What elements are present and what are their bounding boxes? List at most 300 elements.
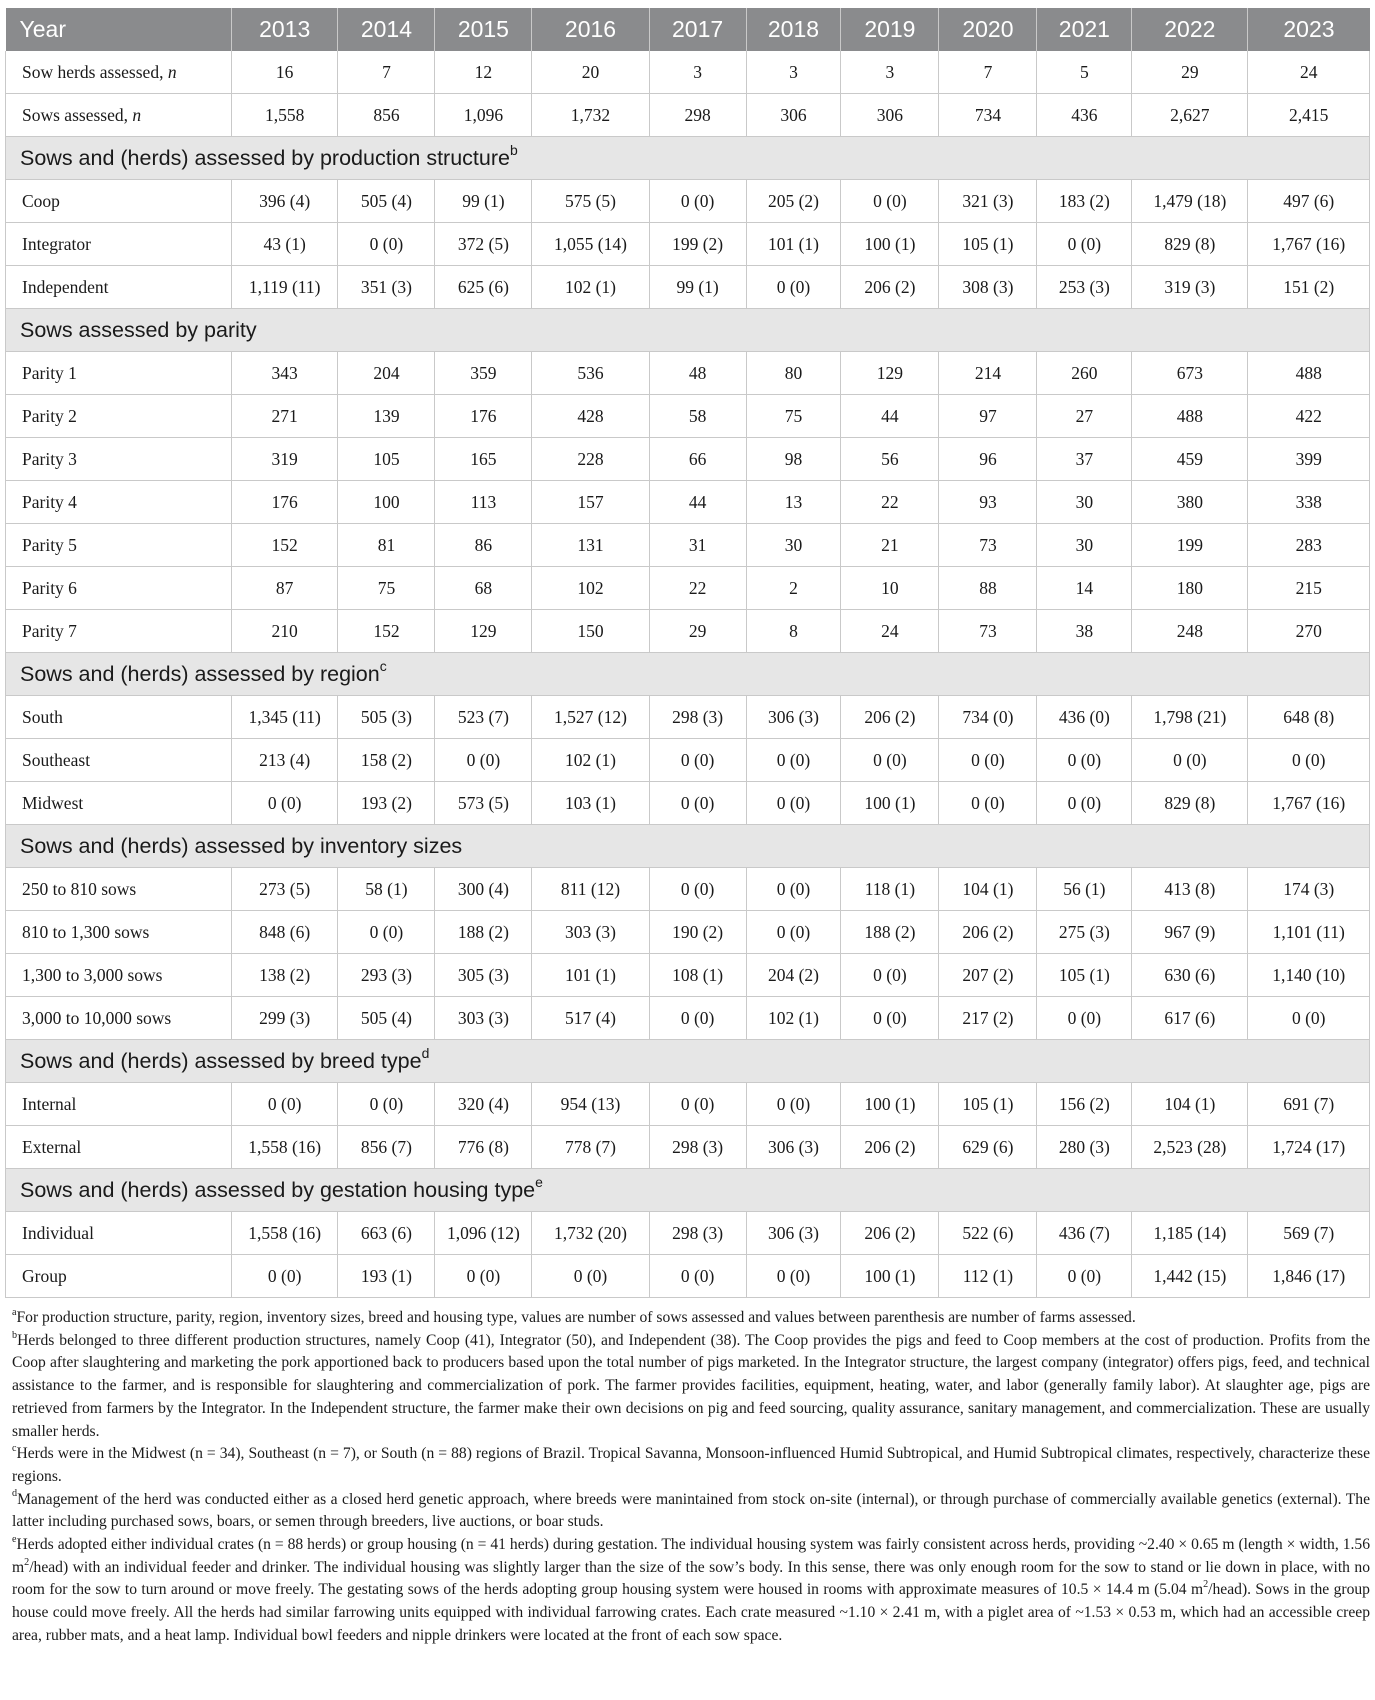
cell: 1,479 (18)	[1132, 180, 1248, 223]
cell: 2	[746, 567, 841, 610]
cell: 253 (3)	[1037, 266, 1132, 309]
cell: 505 (4)	[338, 997, 435, 1040]
cell: 359	[435, 352, 532, 395]
cell: 228	[532, 438, 649, 481]
cell: 1,185 (14)	[1132, 1212, 1248, 1255]
cell: 217 (2)	[939, 997, 1037, 1040]
table-row-sow-herds	[6, 51, 1370, 94]
footnote-marker: b	[509, 141, 518, 158]
cell: 86	[435, 524, 532, 567]
cell: 298 (3)	[649, 1212, 746, 1255]
cell: 523 (7)	[435, 696, 532, 739]
cell: 0 (0)	[649, 782, 746, 825]
cell: 0 (0)	[649, 868, 746, 911]
cell: 0 (0)	[746, 1083, 841, 1126]
cell: 298 (3)	[649, 1126, 746, 1169]
cell: 97	[939, 395, 1037, 438]
cell: 102 (1)	[532, 266, 649, 309]
cell: 210	[231, 610, 338, 653]
cell: 3	[649, 51, 746, 94]
cell: 663 (6)	[338, 1212, 435, 1255]
cell: 436 (7)	[1037, 1212, 1132, 1255]
cell: 5	[1037, 51, 1132, 94]
header-row	[6, 8, 1370, 51]
cell: 102 (1)	[746, 997, 841, 1040]
row-label: Sow herds assessed, n	[6, 51, 232, 94]
cell: 630 (6)	[1132, 954, 1248, 997]
cell: 1,767 (16)	[1248, 223, 1370, 266]
cell: 303 (3)	[532, 911, 649, 954]
cell: 2,523 (28)	[1132, 1126, 1248, 1169]
table-row-sows	[6, 94, 1370, 137]
cell: 505 (3)	[338, 696, 435, 739]
cell: 30	[1037, 524, 1132, 567]
cell: 43 (1)	[231, 223, 338, 266]
cell: 1,345 (11)	[231, 696, 338, 739]
section-title	[6, 825, 1370, 868]
cell: 188 (2)	[435, 911, 532, 954]
cell: 536	[532, 352, 649, 395]
header-year: 2019	[841, 8, 939, 51]
cell: 488	[1132, 395, 1248, 438]
cell: 1,442 (15)	[1132, 1255, 1248, 1298]
cell: 829 (8)	[1132, 782, 1248, 825]
cell: 100 (1)	[841, 223, 939, 266]
table-row	[6, 180, 1370, 223]
cell: 954 (13)	[532, 1083, 649, 1126]
cell: 625 (6)	[435, 266, 532, 309]
row-label: Parity 1	[6, 352, 232, 395]
cell: 0 (0)	[231, 1083, 338, 1126]
cell: 12	[435, 51, 532, 94]
section-header-row	[6, 1169, 1370, 1212]
footnote-marker: c	[379, 657, 387, 674]
cell: 20	[532, 51, 649, 94]
cell: 56	[841, 438, 939, 481]
cell: 0 (0)	[1037, 1255, 1132, 1298]
cell: 351 (3)	[338, 266, 435, 309]
cell: 0 (0)	[841, 997, 939, 1040]
cell: 30	[1037, 481, 1132, 524]
cell: 0 (0)	[746, 266, 841, 309]
cell: 214	[939, 352, 1037, 395]
header-year: 2023	[1248, 8, 1370, 51]
cell: 207 (2)	[939, 954, 1037, 997]
cell: 0 (0)	[435, 1255, 532, 1298]
cell: 100 (1)	[841, 1083, 939, 1126]
cell: 734 (0)	[939, 696, 1037, 739]
section-title-text: Sows and (herds) assessed by inventory sizes	[20, 833, 463, 858]
table-row	[6, 352, 1370, 395]
cell: 0 (0)	[231, 782, 338, 825]
cell: 138 (2)	[231, 954, 338, 997]
row-label: Parity 3	[6, 438, 232, 481]
cell: 0 (0)	[649, 1083, 746, 1126]
section-title	[6, 137, 1370, 180]
cell: 497 (6)	[1248, 180, 1370, 223]
cell: 280 (3)	[1037, 1126, 1132, 1169]
cell: 103 (1)	[532, 782, 649, 825]
cell: 104 (1)	[939, 868, 1037, 911]
cell: 180	[1132, 567, 1248, 610]
cell: 0 (0)	[649, 180, 746, 223]
cell: 157	[532, 481, 649, 524]
row-label: Parity 5	[6, 524, 232, 567]
cell: 96	[939, 438, 1037, 481]
cell: 617 (6)	[1132, 997, 1248, 1040]
cell: 102 (1)	[532, 739, 649, 782]
cell: 305 (3)	[435, 954, 532, 997]
cell: 308 (3)	[939, 266, 1037, 309]
cell: 158 (2)	[338, 739, 435, 782]
table-row	[6, 1212, 1370, 1255]
cell: 1,724 (17)	[1248, 1126, 1370, 1169]
cell: 275 (3)	[1037, 911, 1132, 954]
cell: 101 (1)	[746, 223, 841, 266]
cell: 829 (8)	[1132, 223, 1248, 266]
table-body	[6, 51, 1370, 1298]
cell: 488	[1248, 352, 1370, 395]
cell: 522 (6)	[939, 1212, 1037, 1255]
cell: 338	[1248, 481, 1370, 524]
cell: 306	[746, 94, 841, 137]
cell: 199 (2)	[649, 223, 746, 266]
cell: 206 (2)	[841, 696, 939, 739]
cell: 0 (0)	[435, 739, 532, 782]
cell: 1,732 (20)	[532, 1212, 649, 1255]
cell: 105	[338, 438, 435, 481]
cell: 199	[1132, 524, 1248, 567]
cell: 2,415	[1248, 94, 1370, 137]
cell: 856 (7)	[338, 1126, 435, 1169]
table-row	[6, 1255, 1370, 1298]
cell: 283	[1248, 524, 1370, 567]
cell: 150	[532, 610, 649, 653]
row-label: 1,300 to 3,000 sows	[6, 954, 232, 997]
cell: 0 (0)	[746, 868, 841, 911]
section-header-row	[6, 137, 1370, 180]
section-header-row	[6, 309, 1370, 352]
cell: 629 (6)	[939, 1126, 1037, 1169]
cell: 93	[939, 481, 1037, 524]
cell: 0 (0)	[746, 782, 841, 825]
cell: 0 (0)	[841, 954, 939, 997]
cell: 88	[939, 567, 1037, 610]
table-row	[6, 782, 1370, 825]
cell: 0 (0)	[338, 223, 435, 266]
cell: 319	[231, 438, 338, 481]
cell: 206 (2)	[841, 1212, 939, 1255]
cell: 0 (0)	[649, 997, 746, 1040]
cell: 80	[746, 352, 841, 395]
row-label: Integrator	[6, 223, 232, 266]
cell: 0 (0)	[939, 782, 1037, 825]
cell: 1,732	[532, 94, 649, 137]
row-label: Parity 7	[6, 610, 232, 653]
row-label: Parity 4	[6, 481, 232, 524]
cell: 152	[338, 610, 435, 653]
header-year: 2021	[1037, 8, 1132, 51]
cell: 1,558 (16)	[231, 1126, 338, 1169]
section-title-text: Sows assessed by parity	[20, 317, 257, 342]
cell: 24	[841, 610, 939, 653]
cell: 174 (3)	[1248, 868, 1370, 911]
cell: 165	[435, 438, 532, 481]
cell: 856	[338, 94, 435, 137]
cell: 176	[231, 481, 338, 524]
cell: 100 (1)	[841, 1255, 939, 1298]
table-row	[6, 610, 1370, 653]
footnote-e: $^e$Herds adopted either individual crates (n = 88 herds) or group housing (n = 41 herds) during gestation. The individual housing system was fairly consistent across herds, providing ~2.40 × 0.65 m (length × width, 1.56 $m^2/head$) with an individual feeder and drinker. The individual housing was slightly larger than the size of the sow’s body. In this sense, there was only enough room for the sow to stand or lie down in place, with no room for the sow to turn around or move freely. The gestating sows of the herds adopting group housing system were housed in rooms with approximate measures of 10.5 × 14.4 m (5.04 $m^2/head$). Sows in the group house could move freely. All the herds had similar farrowing units equipped with individual farrowing crates. Each crate measured ~1.10 × 2.41 m, with a piglet area of ~1.53 × 0.53 m, which had an accessible creep area, rubber mats, and a heat lamp. Individual bowl feeders and nipple drinkers were located at the front of each sow space.	[12, 1533, 1370, 1644]
cell: 193 (2)	[338, 782, 435, 825]
header-year: 2014	[338, 8, 435, 51]
cell: 293 (3)	[338, 954, 435, 997]
cell: 0 (0)	[231, 1255, 338, 1298]
cell: 190 (2)	[649, 911, 746, 954]
cell: 101 (1)	[532, 954, 649, 997]
cell: 113	[435, 481, 532, 524]
cell: 436	[1037, 94, 1132, 137]
cell: 691 (7)	[1248, 1083, 1370, 1126]
cell: 105 (1)	[939, 1083, 1037, 1126]
cell: 81	[338, 524, 435, 567]
cell: 413 (8)	[1132, 868, 1248, 911]
cell: 260	[1037, 352, 1132, 395]
cell: 48	[649, 352, 746, 395]
footnote-marker: d	[421, 1044, 430, 1061]
row-label: Southeast	[6, 739, 232, 782]
cell: 58 (1)	[338, 868, 435, 911]
cell: 0 (0)	[746, 739, 841, 782]
cell: 183 (2)	[1037, 180, 1132, 223]
header-year: 2016	[532, 8, 649, 51]
cell: 0 (0)	[1037, 223, 1132, 266]
table-row	[6, 739, 1370, 782]
cell: 306 (3)	[746, 1126, 841, 1169]
section-title-text: Sows and (herds) assessed by breed type	[20, 1048, 422, 1073]
header-year: 2017	[649, 8, 746, 51]
cell: 0 (0)	[338, 1083, 435, 1126]
cell: 0 (0)	[649, 739, 746, 782]
cell: 422	[1248, 395, 1370, 438]
cell: 0 (0)	[746, 1255, 841, 1298]
section-header-row	[6, 1040, 1370, 1083]
cell: 569 (7)	[1248, 1212, 1370, 1255]
footnote-d: $^d$Management of the herd was conducted either as a closed herd genetic approach, where breeds were manintained from stock on-site (internal), or through purchase of commercially available genetics (external). The latter including purchased sows, boars, or semen through breeders, live auctions, or boar studs.	[12, 1488, 1370, 1531]
cell: 320 (4)	[435, 1083, 532, 1126]
cell: 213 (4)	[231, 739, 338, 782]
cell: 129	[435, 610, 532, 653]
row-label: External	[6, 1126, 232, 1169]
cell: 75	[338, 567, 435, 610]
cell: 98	[746, 438, 841, 481]
cell: 100	[338, 481, 435, 524]
table-row	[6, 438, 1370, 481]
cell: 319 (3)	[1132, 266, 1248, 309]
cell: 3	[746, 51, 841, 94]
cell: 44	[649, 481, 746, 524]
cell: 343	[231, 352, 338, 395]
cell: 29	[649, 610, 746, 653]
cell: 505 (4)	[338, 180, 435, 223]
cell: 811 (12)	[532, 868, 649, 911]
row-label: Parity 2	[6, 395, 232, 438]
cell: 156 (2)	[1037, 1083, 1132, 1126]
cell: 298	[649, 94, 746, 137]
header-year: 2013	[231, 8, 338, 51]
cell: 396 (4)	[231, 180, 338, 223]
row-label: Internal	[6, 1083, 232, 1126]
row-label: Independent	[6, 266, 232, 309]
cell: 848 (6)	[231, 911, 338, 954]
table-row	[6, 868, 1370, 911]
table-row	[6, 954, 1370, 997]
cell: 734	[939, 94, 1037, 137]
header-year: 2018	[746, 8, 841, 51]
cell: 56 (1)	[1037, 868, 1132, 911]
section-title	[6, 1040, 1370, 1083]
cell: 0 (0)	[1037, 739, 1132, 782]
cell: 204	[338, 352, 435, 395]
cell: 22	[841, 481, 939, 524]
cell: 75	[746, 395, 841, 438]
cell: 105 (1)	[1037, 954, 1132, 997]
table-row	[6, 567, 1370, 610]
cell: 99 (1)	[649, 266, 746, 309]
cell: 0 (0)	[746, 911, 841, 954]
cell: 436 (0)	[1037, 696, 1132, 739]
footnote-b: $^b$Herds belonged to three different production structures, namely Coop (41), Integrator (50), and Independent (38). The Coop provides the pigs and feed to Coop members at the cost of production. Profits from the Coop after slaughtering and marketing the pork apportioned back to producers based upon the total number of pigs marketed. In the Integrator structure, the largest company (integrator) offers pigs, feed, and technical assistance to the farmer, and is responsible for slaughtering and commercialization of pork. The farmer provides facilities, equipment, heating, water, and labor (generally family labor). At slaughter age, pigs are retrieved from farmers by the Integrator. In the Independent structure, the farmer make their own decisions on pig and feed sourcing, quality assurance, sanitary management, and commercialization. These are usually smaller herds.	[12, 1329, 1370, 1440]
cell: 1,101 (11)	[1248, 911, 1370, 954]
data-table	[5, 8, 1370, 1298]
row-label: Individual	[6, 1212, 232, 1255]
cell: 3	[841, 51, 939, 94]
cell: 44	[841, 395, 939, 438]
cell: 30	[746, 524, 841, 567]
cell: 306 (3)	[746, 696, 841, 739]
table-row	[6, 223, 1370, 266]
cell: 118 (1)	[841, 868, 939, 911]
cell: 206 (2)	[939, 911, 1037, 954]
table-row	[6, 911, 1370, 954]
cell: 38	[1037, 610, 1132, 653]
cell: 1,055 (14)	[532, 223, 649, 266]
row-label: South	[6, 696, 232, 739]
cell: 459	[1132, 438, 1248, 481]
cell: 0 (0)	[532, 1255, 649, 1298]
section-title-text: Sows and (herds) assessed by region	[20, 661, 380, 686]
cell: 206 (2)	[841, 266, 939, 309]
cell: 206 (2)	[841, 1126, 939, 1169]
cell: 399	[1248, 438, 1370, 481]
cell: 380	[1132, 481, 1248, 524]
cell: 0 (0)	[841, 180, 939, 223]
row-label: Sows assessed, n	[6, 94, 232, 137]
cell: 108 (1)	[649, 954, 746, 997]
cell: 66	[649, 438, 746, 481]
cell: 105 (1)	[939, 223, 1037, 266]
cell: 58	[649, 395, 746, 438]
footnotes	[12, 1307, 1370, 1648]
cell: 205 (2)	[746, 180, 841, 223]
cell: 273 (5)	[231, 868, 338, 911]
cell: 248	[1132, 610, 1248, 653]
row-label: Group	[6, 1255, 232, 1298]
cell: 1,558 (16)	[231, 1212, 338, 1255]
cell: 7	[338, 51, 435, 94]
cell: 0 (0)	[1037, 782, 1132, 825]
cell: 102	[532, 567, 649, 610]
table-row	[6, 395, 1370, 438]
table-row	[6, 524, 1370, 567]
cell: 13	[746, 481, 841, 524]
cell: 1,096	[435, 94, 532, 137]
cell: 14	[1037, 567, 1132, 610]
cell: 21	[841, 524, 939, 567]
cell: 24	[1248, 51, 1370, 94]
cell: 0 (0)	[649, 1255, 746, 1298]
cell: 10	[841, 567, 939, 610]
table-row	[6, 1126, 1370, 1169]
cell: 1,527 (12)	[532, 696, 649, 739]
cell: 100 (1)	[841, 782, 939, 825]
cell: 22	[649, 567, 746, 610]
row-label: 250 to 810 sows	[6, 868, 232, 911]
cell: 129	[841, 352, 939, 395]
cell: 8	[746, 610, 841, 653]
row-label: 3,000 to 10,000 sows	[6, 997, 232, 1040]
cell: 152	[231, 524, 338, 567]
cell: 7	[939, 51, 1037, 94]
cell: 215	[1248, 567, 1370, 610]
row-label: 810 to 1,300 sows	[6, 911, 232, 954]
table-row	[6, 997, 1370, 1040]
cell: 31	[649, 524, 746, 567]
cell: 298 (3)	[649, 696, 746, 739]
cell: 517 (4)	[532, 997, 649, 1040]
header-year: 2020	[939, 8, 1037, 51]
cell: 112 (1)	[939, 1255, 1037, 1298]
cell: 151 (2)	[1248, 266, 1370, 309]
cell: 673	[1132, 352, 1248, 395]
table-row	[6, 696, 1370, 739]
cell: 0 (0)	[1248, 997, 1370, 1040]
cell: 2,627	[1132, 94, 1248, 137]
cell: 300 (4)	[435, 868, 532, 911]
section-title	[6, 1169, 1370, 1212]
header-year: 2015	[435, 8, 532, 51]
cell: 1,846 (17)	[1248, 1255, 1370, 1298]
cell: 1,558	[231, 94, 338, 137]
cell: 573 (5)	[435, 782, 532, 825]
table-row	[6, 481, 1370, 524]
footnote-a: $^a$For production structure, parity, region, inventory sizes, breed and housing type, values are number of sows assessed and values between parenthesis are number of farms assessed.	[12, 1306, 1136, 1326]
cell: 73	[939, 524, 1037, 567]
row-label: Midwest	[6, 782, 232, 825]
cell: 967 (9)	[1132, 911, 1248, 954]
cell: 1,798 (21)	[1132, 696, 1248, 739]
section-title	[6, 309, 1370, 352]
cell: 131	[532, 524, 649, 567]
cell: 306 (3)	[746, 1212, 841, 1255]
cell: 321 (3)	[939, 180, 1037, 223]
section-title-text: Sows and (herds) assessed by production structure	[20, 145, 510, 170]
cell: 778 (7)	[532, 1126, 649, 1169]
section-header-row	[6, 653, 1370, 696]
cell: 0 (0)	[1248, 739, 1370, 782]
header-year-label: Year	[6, 8, 232, 51]
table-row	[6, 1083, 1370, 1126]
